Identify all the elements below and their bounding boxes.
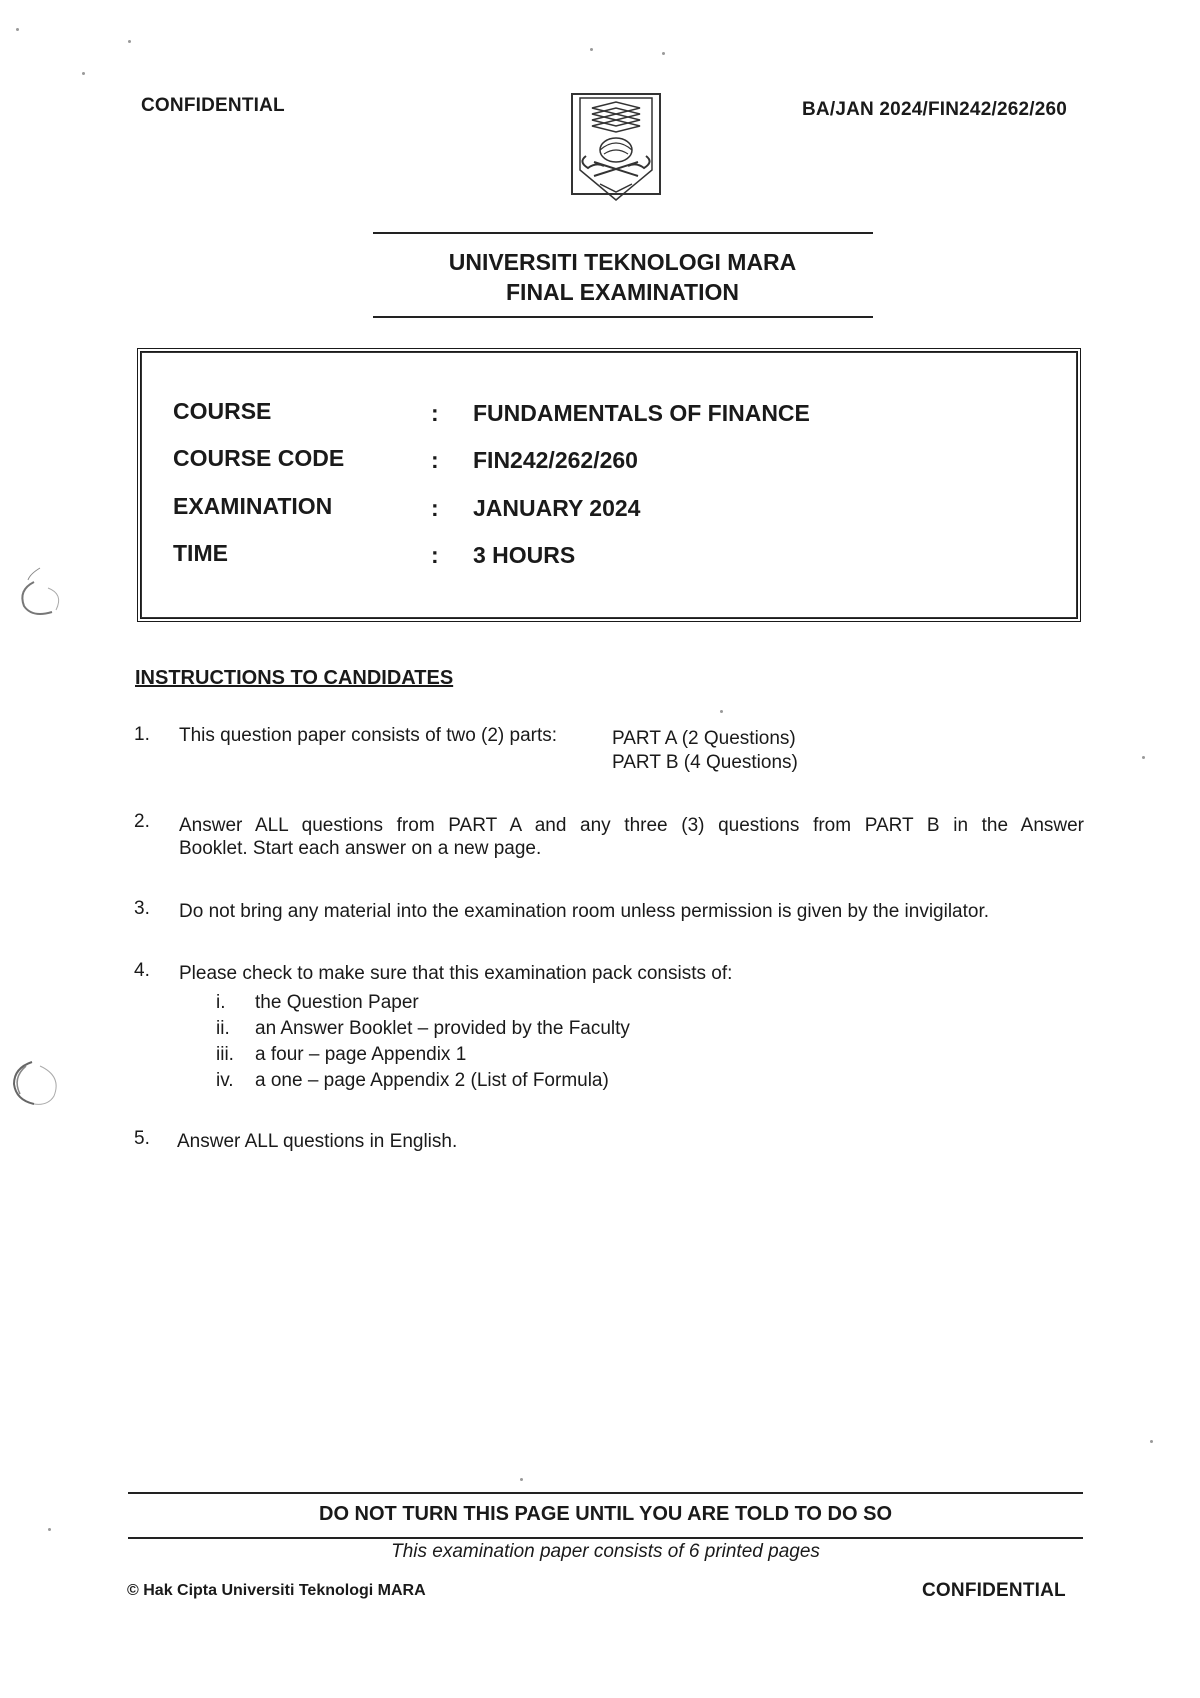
subitem-ii-text: an Answer Booklet – provided by the Faculty	[255, 1018, 630, 1039]
exam-type: FINAL EXAMINATION	[506, 279, 739, 305]
course-info-box	[137, 348, 1081, 622]
footer-copyright: © Hak Cipta Universiti Teknologi MARA	[127, 1582, 426, 1599]
examination-colon: :	[431, 495, 439, 521]
footer-bottom-rule	[128, 1537, 1083, 1539]
header-confidential: CONFIDENTIAL	[141, 95, 285, 116]
punch-hole-mark-2-icon	[4, 1054, 64, 1114]
scan-speck	[48, 1528, 51, 1531]
examination-label: EXAMINATION	[173, 493, 333, 519]
scan-speck	[520, 1478, 523, 1481]
instruction-2-line-1: Answer ALL questions from PART A and any three (3) questions from PART B in the Answer	[179, 815, 1084, 836]
instruction-5-text: Answer ALL questions in English.	[177, 1131, 458, 1152]
subitem-iii-text: a four – page Appendix 1	[255, 1044, 467, 1065]
subitem-iii-number: iii.	[216, 1044, 234, 1065]
scan-speck	[662, 52, 665, 55]
instruction-1-part-a: PART A (2 Questions)	[612, 728, 796, 749]
instruction-1-part-b: PART B (4 Questions)	[612, 752, 798, 773]
course-label: COURSE	[173, 398, 272, 424]
scan-speck	[16, 28, 19, 31]
university-name: UNIVERSITI TEKNOLOGI MARA	[448, 249, 797, 275]
time-label: TIME	[173, 540, 228, 566]
scan-speck	[720, 710, 723, 713]
title-top-rule	[373, 232, 873, 234]
university-logo-icon	[570, 92, 662, 208]
subitem-ii-number: ii.	[216, 1018, 230, 1039]
scan-speck	[590, 48, 593, 51]
course-colon: :	[431, 400, 439, 426]
instruction-3-text: Do not bring any material into the examination room unless permission is given by the invigilator.	[179, 901, 990, 922]
subitem-i-text: the Question Paper	[255, 992, 419, 1013]
subitem-iv-number: iv.	[216, 1070, 234, 1091]
instruction-5-number: 5.	[134, 1128, 150, 1149]
subitem-i-number: i.	[216, 992, 226, 1013]
course-code-label: COURSE CODE	[173, 445, 345, 471]
scan-speck	[1142, 756, 1145, 759]
time-value: 3 HOURS	[473, 542, 576, 568]
punch-hole-mark-icon	[8, 560, 68, 630]
course-value: FUNDAMENTALS OF FINANCE	[473, 400, 810, 426]
time-colon: :	[431, 542, 439, 568]
instruction-4-text: Please check to make sure that this examination pack consists of:	[179, 963, 733, 984]
instructions-heading: INSTRUCTIONS TO CANDIDATES	[135, 667, 454, 689]
footer-pages-note: This examination paper consists of 6 printed pages	[391, 1541, 820, 1562]
course-code-colon: :	[431, 447, 439, 473]
examination-value: JANUARY 2024	[473, 495, 641, 521]
scan-speck	[128, 40, 131, 43]
instruction-2-number: 2.	[134, 811, 150, 832]
instruction-1-number: 1.	[134, 724, 150, 745]
title-bottom-rule	[373, 316, 873, 318]
scan-speck	[82, 72, 85, 75]
instruction-2-line-2: Booklet. Start each answer on a new page.	[179, 838, 542, 859]
instruction-1-text: This question paper consists of two (2) parts:	[179, 725, 558, 746]
scan-speck	[1150, 1440, 1153, 1443]
footer-confidential: CONFIDENTIAL	[922, 1580, 1066, 1601]
instruction-3-number: 3.	[134, 898, 150, 919]
footer-top-rule	[128, 1492, 1083, 1494]
instruction-4-number: 4.	[134, 960, 150, 981]
course-code-value: FIN242/262/260	[473, 447, 638, 473]
footer-warning: DO NOT TURN THIS PAGE UNTIL YOU ARE TOLD TO DO SO	[319, 1503, 892, 1525]
subitem-iv-text: a one – page Appendix 2 (List of Formula)	[255, 1070, 609, 1091]
header-paper-code: BA/JAN 2024/FIN242/262/260	[802, 99, 1068, 120]
